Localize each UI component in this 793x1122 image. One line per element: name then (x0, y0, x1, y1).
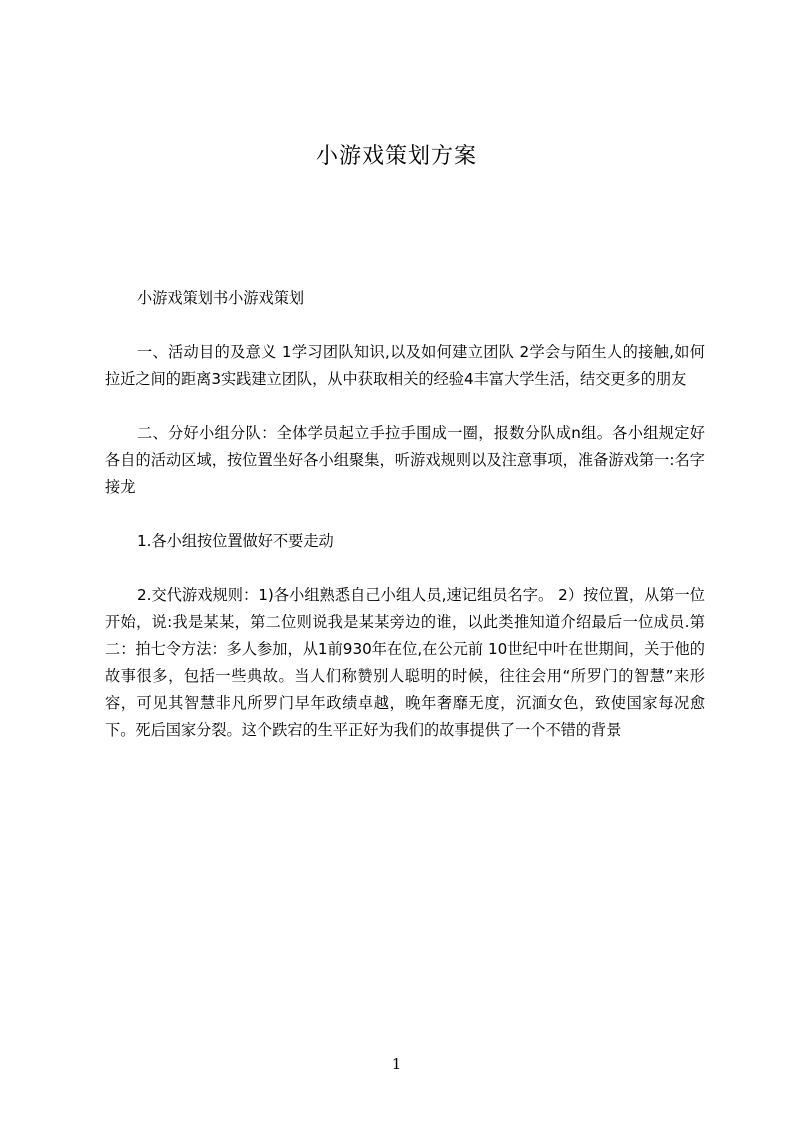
paragraph-grouping: 二、分好小组分队：全体学员起立手拉手围成一圈，报数分队成n组。各小组规定好各自的活动区域，按位置坐好各小组聚集，听游戏规则以及注意事项，准备游戏第一:名字接龙 (105, 424, 705, 496)
paragraph-purpose: 一、活动目的及意义 1学习团队知识,以及如何建立团队 2学会与陌生人的接触,如何拉近之间的距离3实践建立团队，从中获取相关的经验4丰富大学生活，结交更多的朋友 (105, 343, 705, 388)
document-title: 小游戏策划方案 (315, 144, 477, 169)
paragraph-subtitle: 小游戏策划书小游戏策划 (137, 289, 305, 307)
paragraph-gap (105, 393, 705, 420)
paragraph-gap (105, 312, 705, 339)
paragraph-gap (105, 501, 705, 528)
paragraph-step-two: 2.交代游戏规则：1)各小组熟悉自己小组人员,速记组员名字。 2）按位置，从第一位开始，说:我是某某，第二位则说我是某某旁边的谁，以此类推知道介绍最后一位成员.第二：拍七令方法：多人参加，从1前930年在位,在公元前 10世纪中叶在世期间，关于他的故事很多，包括一些典故。当人们称赞别人聪明的时候，往往会用“所罗门的智慧”来形容，可见其智慧非凡所罗门早年政绩卓越，晚年奢靡无度，沉湎女色，致使国家每况愈下。死后国家分裂。这个跌宕的生平正好为我们的故事提供了一个不错的背景 (105, 586, 705, 739)
paragraph-gap (105, 555, 705, 582)
paragraph-step-one: 1.各小组按位置做好不要走动 (137, 532, 334, 550)
page-number: 1 (391, 1055, 402, 1073)
document-body (105, 285, 705, 744)
